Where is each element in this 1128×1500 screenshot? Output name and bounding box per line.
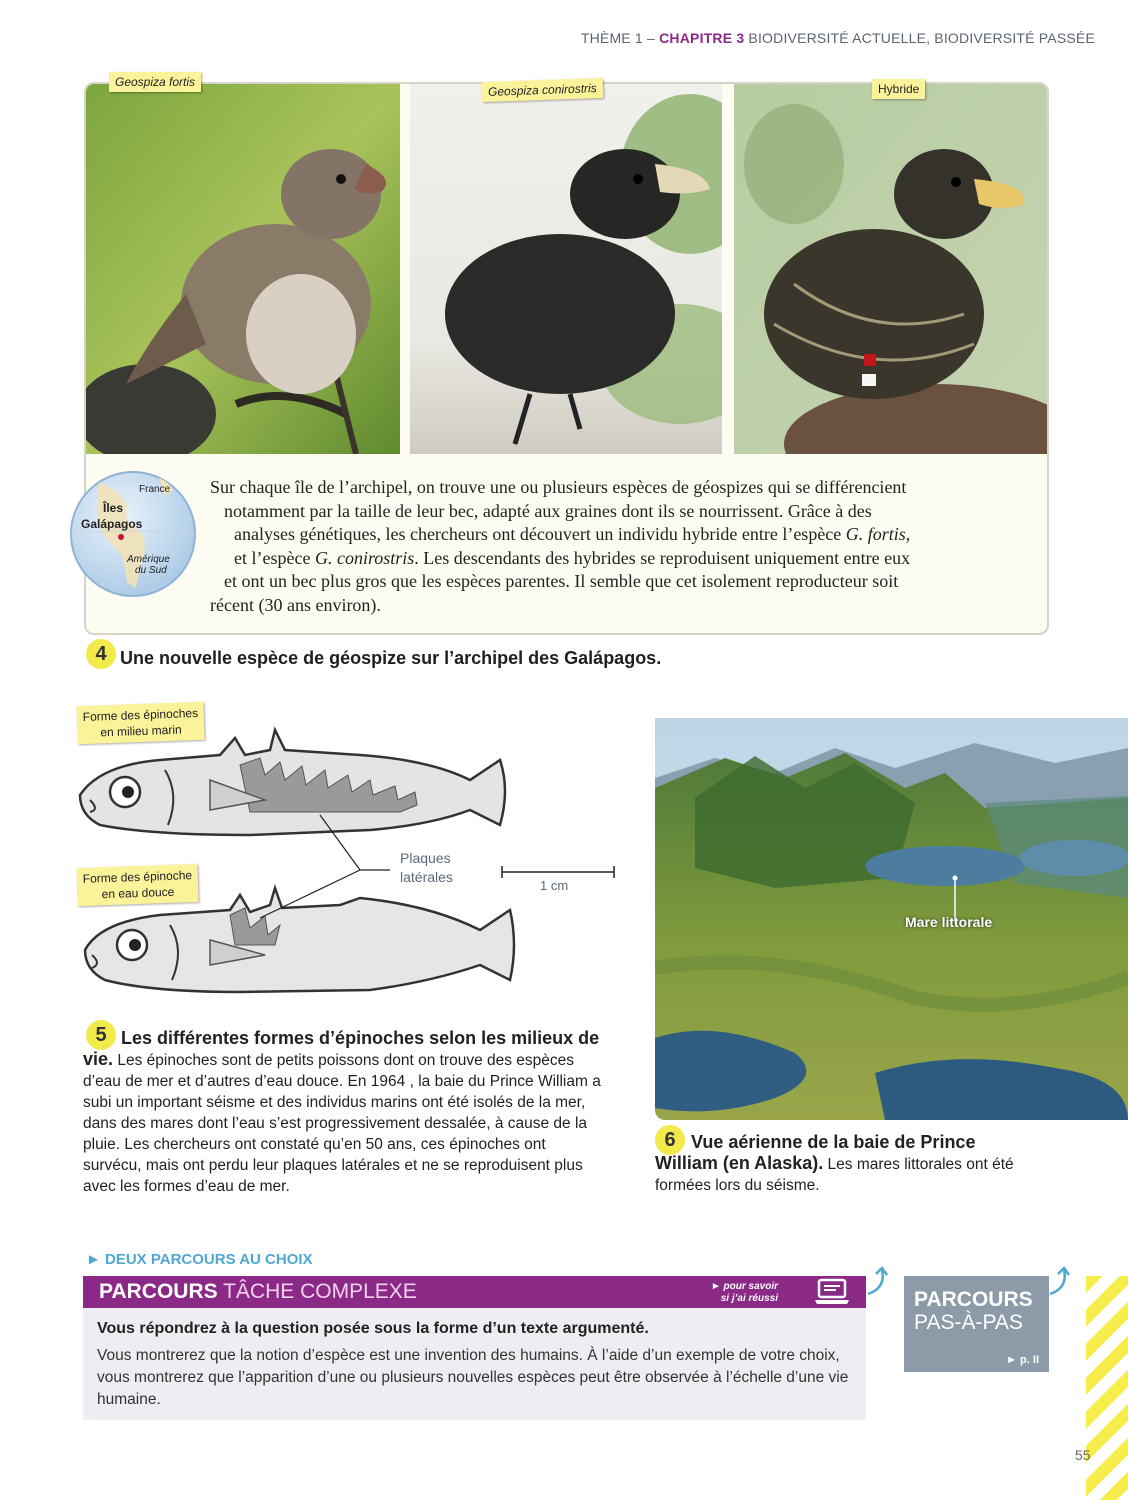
label-plaques-1: Plaques: [400, 850, 451, 866]
parcours-pas-a-pas-box[interactable]: [904, 1276, 1049, 1372]
tag-geospiza-conirostris: Geospiza conirostris: [482, 78, 603, 102]
doc-number-5: 5: [86, 1020, 116, 1050]
complexe-title-rest: TÂCHE COMPLEXE: [223, 1280, 417, 1303]
photo-hybride: [734, 84, 1049, 454]
parcours-tache-complexe-header[interactable]: [83, 1276, 866, 1308]
doc6-caption: [655, 1132, 1055, 1196]
complexe-consigne: Vous montrerez que la notion d’espèce est une invention des humains. À l’aide d’un exemple de votre choix, vous montrerez que l’apparition d’une ou plusieurs nouvelles espèces peut être observée à l’échelle d’une vie humaine.: [97, 1347, 849, 1408]
finch-paragraph: [210, 476, 1026, 617]
label-plaques-2: latérales: [400, 869, 453, 885]
pap-line-1: PARCOURS: [914, 1288, 1033, 1311]
para4-line-6: récent (30 ans environ).: [210, 594, 381, 615]
tag-marine: [76, 702, 205, 744]
para4-line-1: Sur chaque île de l’archipel, on trouve une ou plusieurs espèces de géospizes qui se différencient: [210, 477, 907, 497]
doc-number-4: 4: [86, 639, 116, 669]
para4-line-2: notamment par la taille de leur bec, adapté aux graines dont ils se nourrissent. Grâce à des: [224, 500, 872, 521]
scale-label: 1 cm: [540, 878, 569, 893]
globe-label-amerique: Amérique: [127, 554, 170, 565]
doc5-title-line-1: Les différentes formes d’épinoches selon les milieux de: [121, 1028, 600, 1048]
laptop-icon[interactable]: [814, 1278, 850, 1306]
tag-geospiza-fortis: Geospiza fortis: [109, 72, 201, 92]
doc-number-6: 6: [655, 1125, 685, 1155]
para4-line-5: et ont un bec plus gros que les espèces parentes. Il semble que cet isolement reproducteur soit: [224, 571, 899, 591]
curved-arrow-icon-2: [1046, 1266, 1072, 1296]
tag-marine-line-2: en milieu marin: [100, 722, 182, 740]
doc6-title-line-2: William (en Alaska).: [655, 1153, 824, 1173]
theme-label: THÈME 1 –: [580, 30, 655, 46]
scale-bar: [502, 866, 614, 878]
deux-parcours-label: ► DEUX PARCOURS AU CHOIX: [86, 1251, 313, 1268]
chapter-subtitle: BIODIVERSITÉ ACTUELLE, BIODIVERSITÉ PASSÉE: [748, 30, 1095, 46]
parcours-tache-complexe-body: [83, 1308, 866, 1420]
page-number: 55: [1075, 1447, 1091, 1463]
fish-marine: [80, 730, 505, 835]
decorative-stripes: [1086, 1276, 1128, 1500]
savoir-line-1: ► pour savoir: [710, 1281, 778, 1292]
tag-eau-douce: [76, 864, 199, 906]
photo-geospiza-conirostris: [410, 84, 722, 454]
photo-geospiza-fortis: [86, 84, 400, 454]
doc5-text: Les épinoches sont de petits poissons dont on trouve des espèces d’eau de mer et d’autres d’eau douce. En 1964 , la baie du Prince William a subi un important séisme et des individus marins ont été isolés de la mer, dans des mares dont l’eau s’est progressivement dessalée, à cause de la pluie. Les chercheurs ont constaté qu’en 50 ans, ces épinoches ont survécu, mais ont perdu leur plaques latérales et ne se reproduisent plus avec les formes d’eau de mer.: [83, 1052, 601, 1195]
aerial-photo-prince-william: [655, 718, 1128, 1120]
savoir-line-2: si j’ai réussi: [720, 1293, 778, 1304]
tag-douce-line-1: Forme des épinoche: [82, 868, 193, 886]
tag-hybride: Hybride: [872, 79, 925, 99]
globe-label-sud: du Sud: [135, 565, 167, 576]
para4-line-3: analyses génétiques, les chercheurs ont découvert un individu hybride entre l’espèce G. fortis,: [234, 524, 911, 544]
label-mare-littorale: Mare littorale: [905, 914, 993, 930]
curved-arrow-icon: [864, 1266, 890, 1296]
tag-douce-line-2: en eau douce: [101, 884, 175, 902]
complexe-question: Vous répondrez à la question posée sous la forme d’un texte argumenté.: [97, 1320, 649, 1337]
chapter-label: CHAPITRE 3: [659, 30, 745, 46]
para4-line-4: et l’espèce G. conirostris. Les descendants des hybrides se reproduisent uniquement entre eux: [234, 547, 911, 568]
globe-label-galapagos: Galápagos: [81, 517, 143, 531]
doc5-title-line-2: vie.: [83, 1049, 114, 1069]
doc6-text: Les mares littorales ont été formées lors du séisme.: [655, 1156, 1014, 1194]
doc4-caption: Une nouvelle espèce de géospize sur l’archipel des Galápagos.: [120, 648, 662, 668]
doc6-title-line-1: Vue aérienne de la baie de Prince: [691, 1132, 976, 1152]
pour-savoir-link[interactable]: [711, 1281, 778, 1305]
chapter-header: [581, 30, 1095, 46]
globe-label-france: France: [139, 484, 171, 495]
globe-label-iles: Îles: [103, 501, 124, 515]
stickleback-illustration: [70, 700, 630, 1020]
pap-line-2: PAS-À-PAS: [914, 1311, 1023, 1334]
parcours-tache-complexe-title: [99, 1280, 417, 1304]
pap-page-link[interactable]: ► p. II: [1006, 1354, 1039, 1366]
doc5-caption: [83, 1028, 608, 1197]
galapagos-globe-map: [69, 470, 197, 598]
complexe-title-bold: PARCOURS: [99, 1280, 218, 1303]
tag-marine-line-1: Forme des épinoches: [82, 705, 199, 725]
